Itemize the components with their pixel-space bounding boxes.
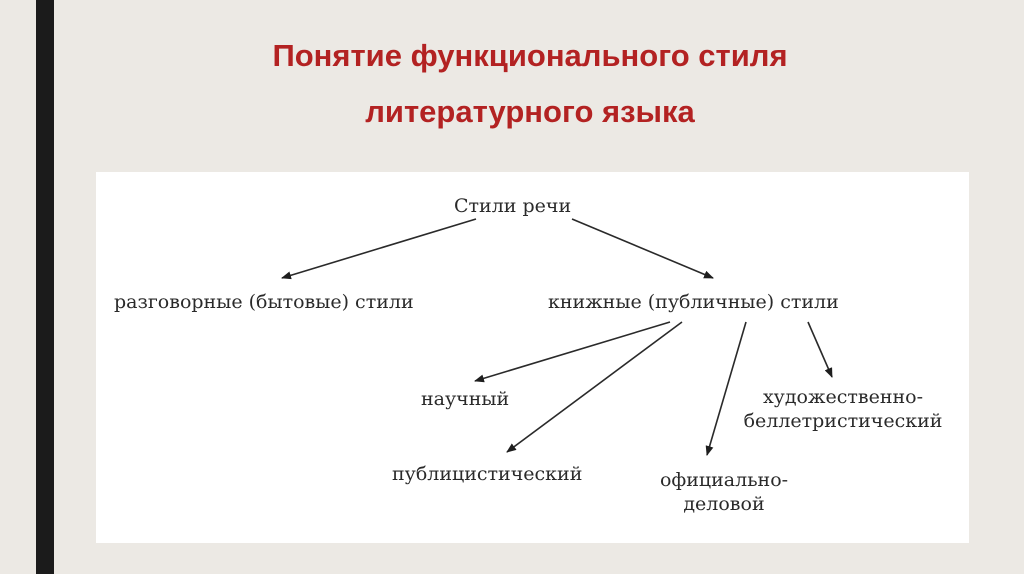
official-line-2: деловой [683,493,765,515]
arrow-bookish-to-journalistic [507,322,682,452]
node-speech-styles: Стили речи [454,195,572,217]
node-bookish-styles: книжные (публичные) стили [548,291,839,313]
node-journalistic: публицистический [392,463,583,485]
slide-side-bar [36,0,54,574]
arrow-bookish-to-scientific [475,322,670,381]
artistic-line-2: беллетристический [743,410,943,432]
node-artistic [732,385,954,433]
arrow-bookish-to-artistic [808,322,832,377]
slide-title [160,28,900,140]
title-line-1: Понятие функционального стиля [272,38,788,73]
title-line-2: литературного языка [365,94,695,129]
node-scientific: научный [421,388,510,410]
official-line-1: официально- [659,469,789,491]
arrow-root-to-conversational [282,219,476,278]
artistic-line-1: художественно- [762,386,924,408]
arrow-root-to-bookish [572,219,713,278]
diagram-arrows [96,172,969,543]
node-conversational-styles: разговорные (бытовые) стили [114,291,414,313]
node-official-business [649,468,799,516]
diagram-panel [96,172,969,543]
